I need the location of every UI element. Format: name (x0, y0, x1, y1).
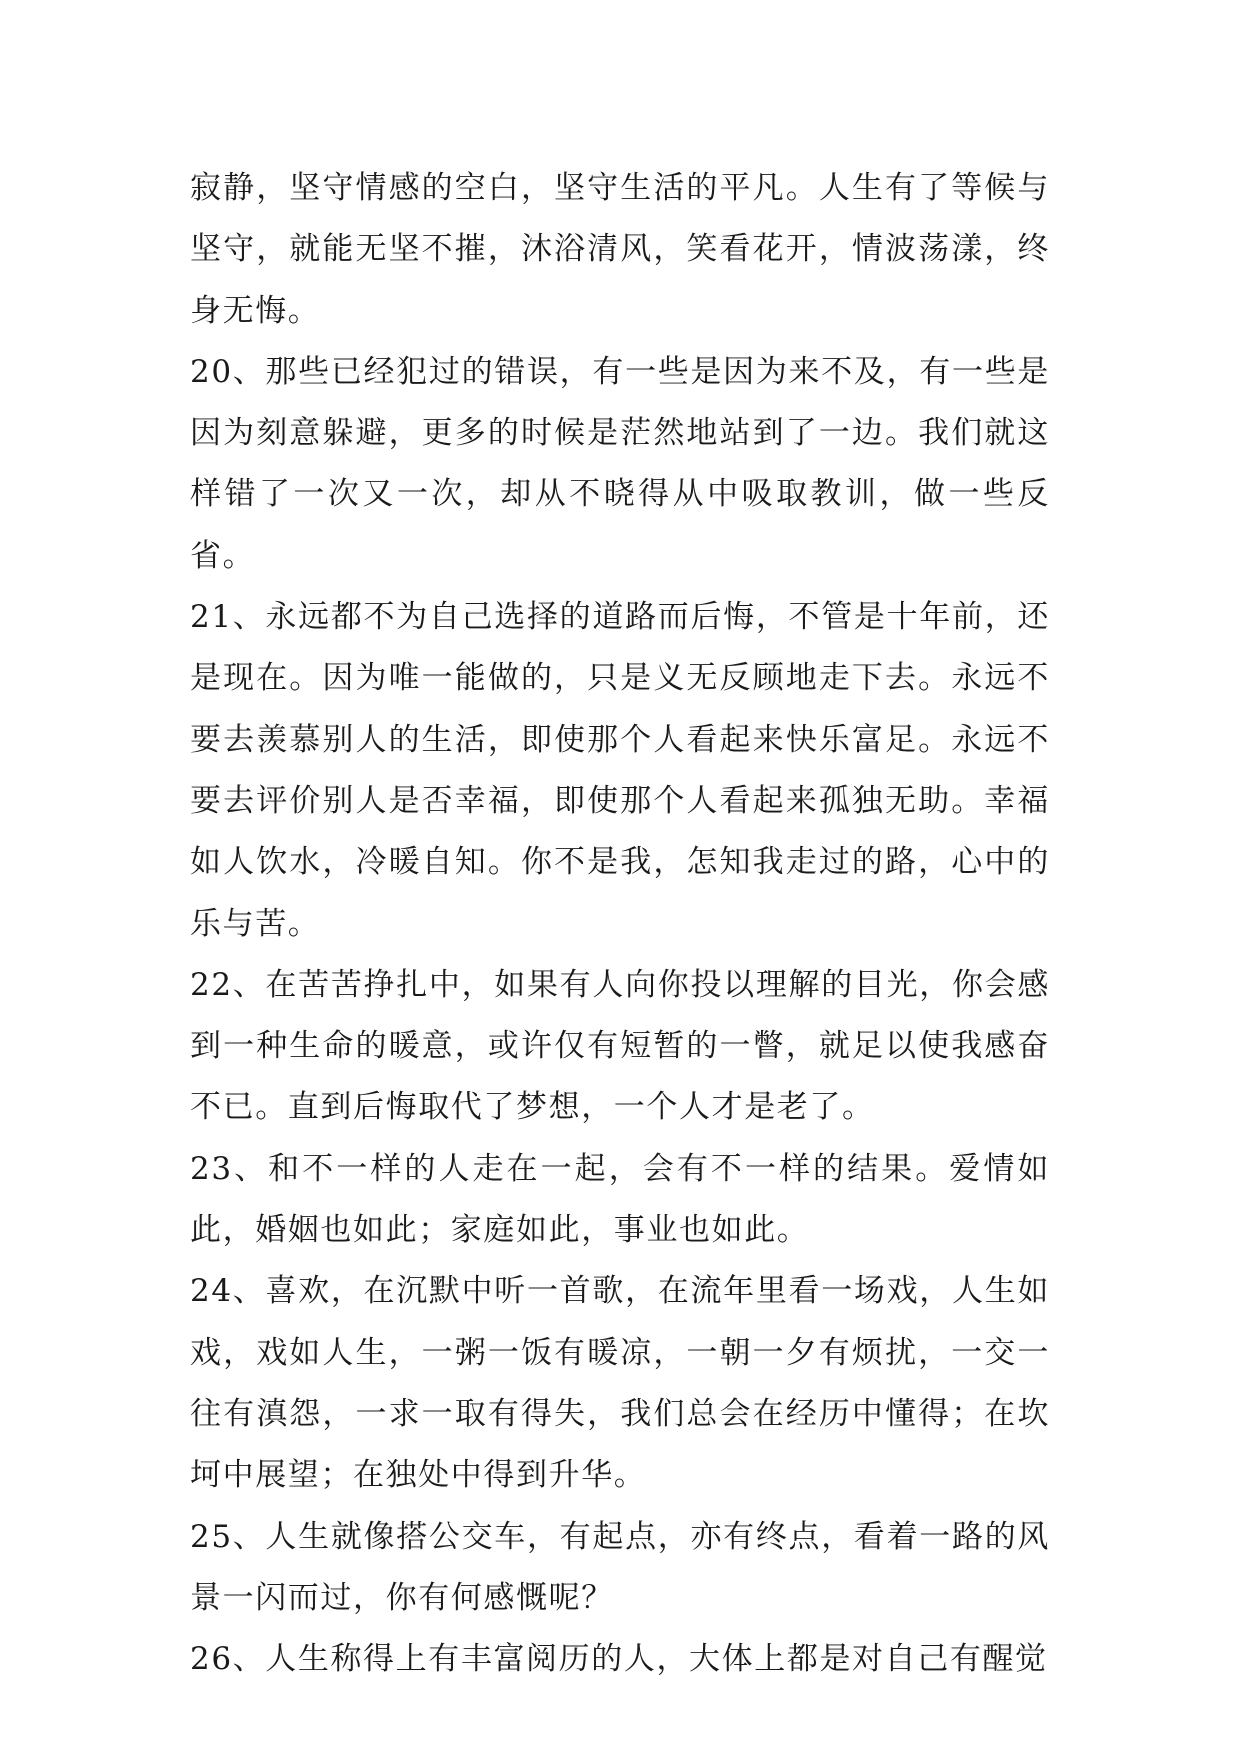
paragraph-25: 25、人生就像搭公交车，有起点，亦有终点，看着一路的风景一闪而过，你有何感慨呢？ (190, 1518, 1050, 1616)
paragraph-21: 21、永远都不为自己选择的道路而后悔，不管是十年前，还是现在。因为唯一能做的，只是义无反顾地走下去。永远不要去羡慕别人的生活，即使那个人看起来快乐富足。永远不要去评价别人是否幸福，即使那个人看起来孤独无助。幸福如人饮水，冷暖自知。你不是我，怎知我走过的路，心中的乐与苦。 (190, 599, 1050, 942)
paragraph-23: 23、和不一样的人走在一起，会有不一样的结果。爱情如此，婚姻也如此；家庭如此，事业也如此。 (190, 1150, 1050, 1249)
paragraph-26: 26、人生称得上有丰富阅历的人，大体上都是对自己有醒觉 (190, 1641, 1048, 1678)
paragraph-20: 20、那些已经犯过的错误，有一些是因为来不及，有一些是因为刻意躲避，更多的时候是茫然地站到了一边。我们就这样错了一次又一次，却从不晓得从中吸取教训，做一些反省。 (190, 353, 1050, 574)
paragraph-continuation: 寂静，坚守情感的空白，坚守生活的平凡。人生有了等候与坚守，就能无坚不摧，沐浴清风，笑看花开，情波荡漾，终身无悔。 (190, 170, 1050, 329)
paragraph-22: 22、在苦苦挣扎中，如果有人向你投以理解的目光，你会感到一种生命的暖意，或许仅有短暂的一瞥，就足以使我感奋不已。直到后悔取代了梦想，一个人才是老了。 (190, 966, 1050, 1126)
paragraph-24: 24、喜欢，在沉默中听一首歌，在流年里看一场戏，人生如戏，戏如人生，一粥一饭有暖凉，一朝一夕有烦扰，一交一往有滇怨，一求一取有得失，我们总会在经历中懂得；在坎坷中展望；在独处中得到升华。 (190, 1273, 1050, 1494)
document-body (190, 158, 1050, 1690)
